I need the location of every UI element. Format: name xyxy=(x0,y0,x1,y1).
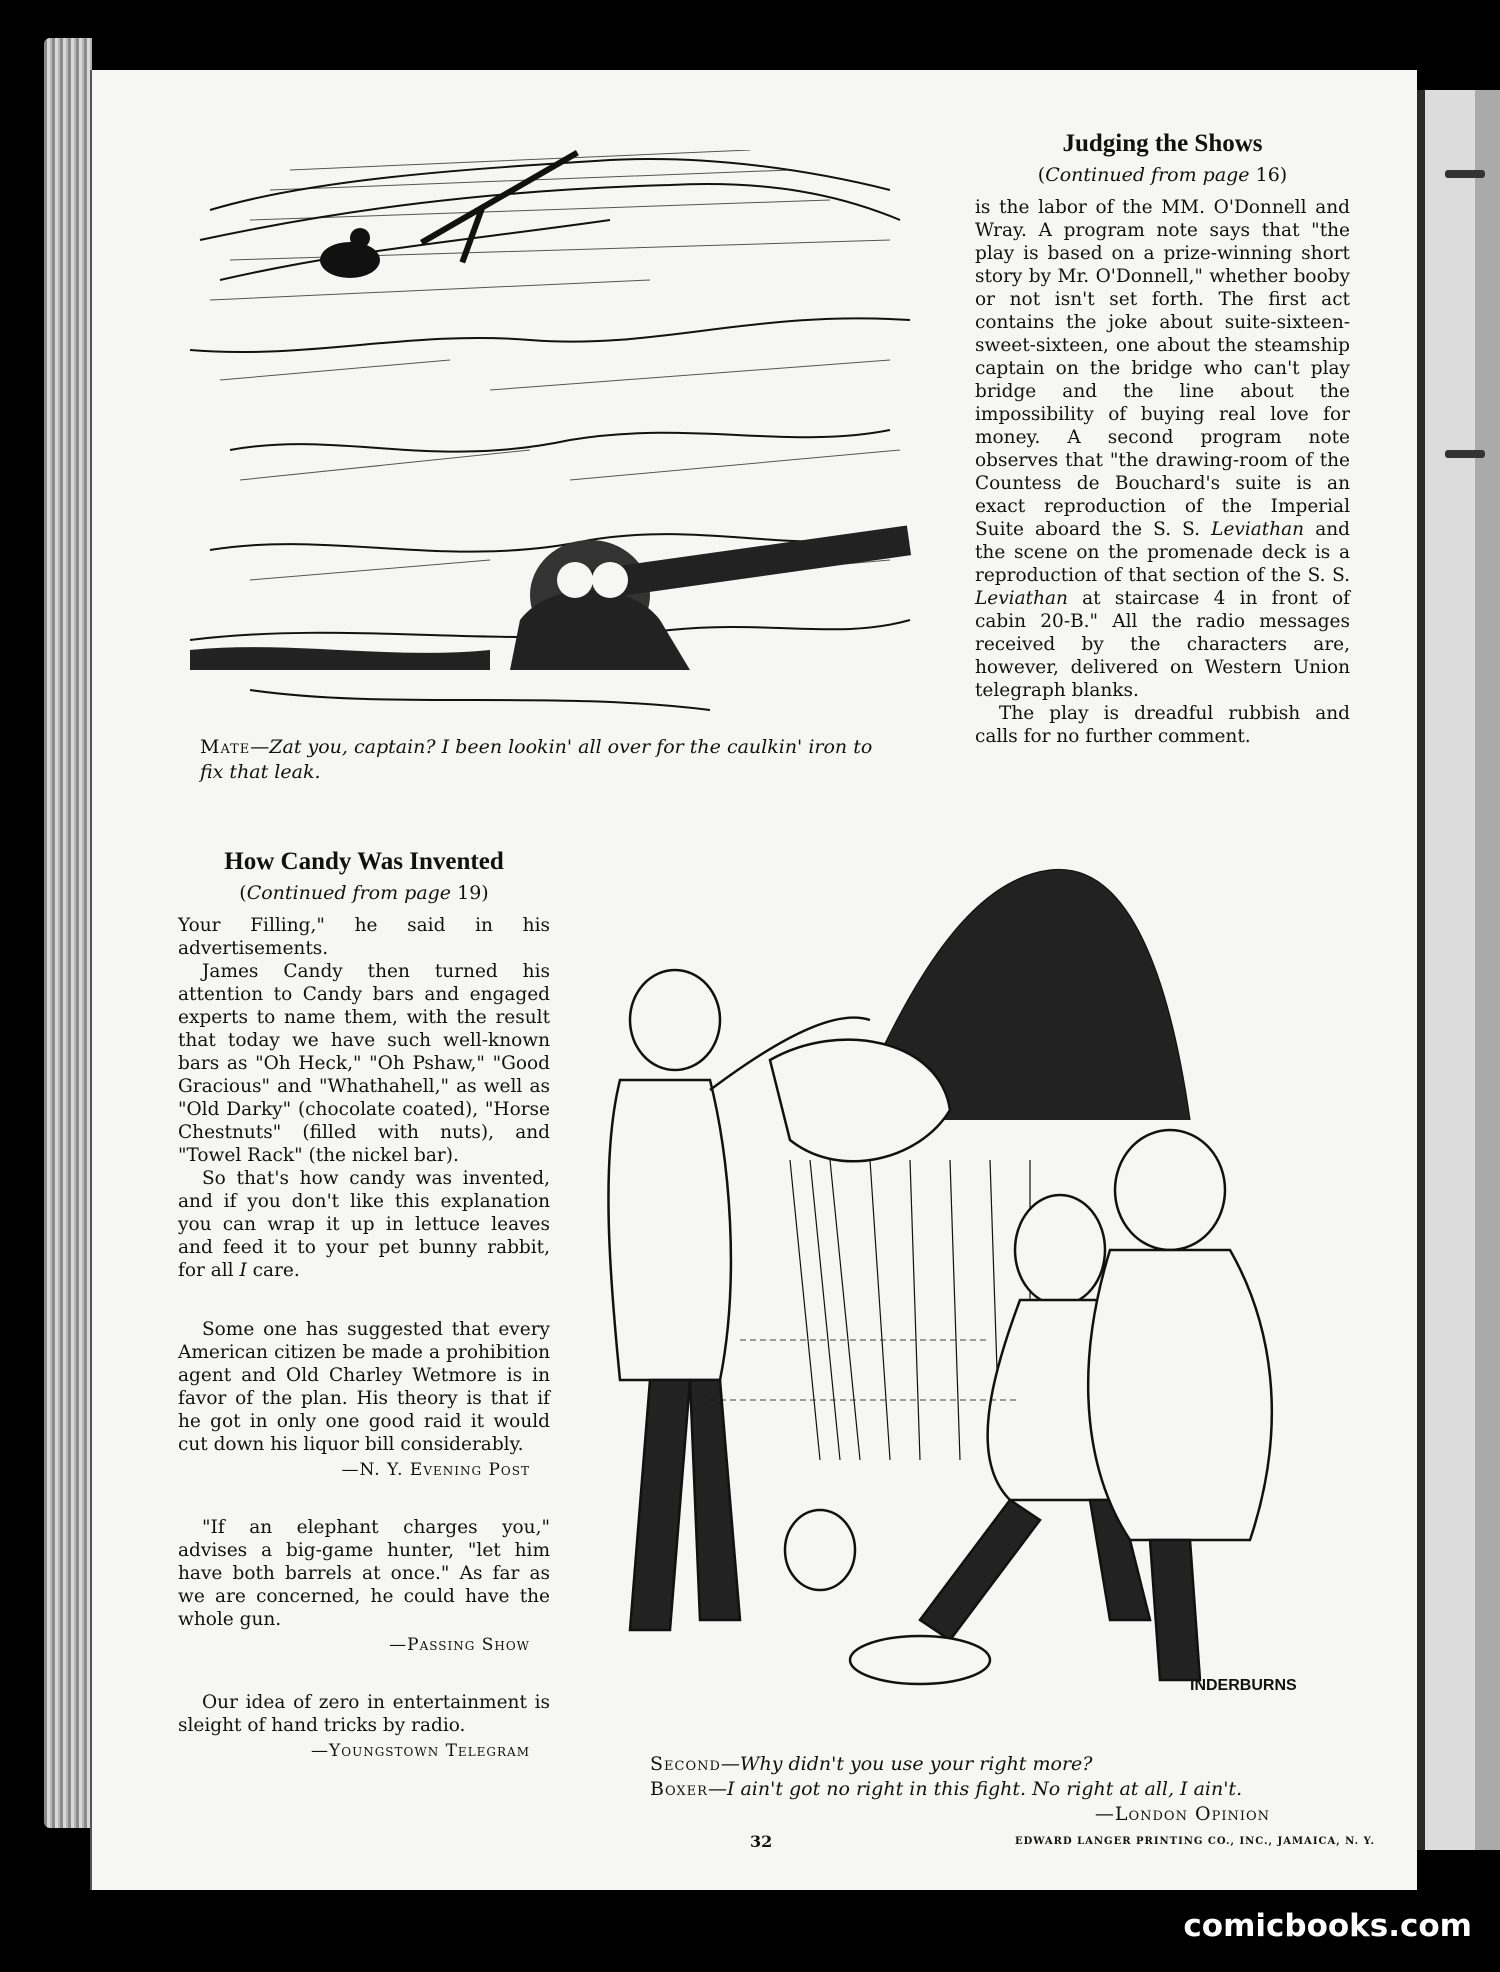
joke-evening-post xyxy=(178,1318,550,1456)
article-title: How Candy Was Invented xyxy=(224,848,504,875)
caption-text: —Zat you, captain? I been lookin' all over for the caulkin' iron to fix that leak. xyxy=(200,736,873,783)
book-binding xyxy=(44,38,92,1828)
caption-line: Second—Why didn't you use your right more? xyxy=(650,1753,1093,1775)
joke-passing-show xyxy=(178,1516,550,1631)
article-body xyxy=(178,914,550,1282)
paragraph: So that's how candy was invented, and if you don't like this explanation you can wrap it up in lettuce leaves and feed it to your pet bunny rabbit, for all I care. xyxy=(178,1168,550,1281)
boxing-cartoon xyxy=(590,860,1320,1720)
continued-note: (Continued from page 19) xyxy=(239,882,489,904)
page-number: 32 xyxy=(750,1832,773,1851)
joke-text: "If an elephant charges you," advises a big-game hunter, "let him have both barrels at once." As far as we are concerned, he could have the whole gun. xyxy=(178,1517,550,1630)
artist-signature: INDERBURNS xyxy=(1190,1677,1297,1694)
facing-page-edge xyxy=(1415,90,1500,1850)
joke-source: —Passing Show xyxy=(389,1635,530,1655)
joke-youngstown xyxy=(178,1691,550,1737)
judging-the-shows-article xyxy=(975,130,1350,748)
joke-source: —N. Y. Evening Post xyxy=(341,1460,530,1480)
caption-source: —London Opinion xyxy=(1094,1803,1270,1825)
binding-ring xyxy=(1445,170,1485,178)
binding-ring xyxy=(1445,450,1485,458)
printer-credit: EDWARD LANGER PRINTING CO., INC., JAMAICA, N. Y. xyxy=(1015,1836,1375,1847)
article-title: Judging the Shows xyxy=(1062,130,1263,157)
paragraph: is the labor of the MM. O'Donnell and Wray. A program note says that "the play is based on a prize-winning short story by Mr. O'Donnell," whether booby or not isn't set forth. The first act contains the joke about suite-sixteen-sweet-sixteen, one about the steamship captain on the bridge who can't play bridge and the line about the impossibility of buying real love for money. A second program note observes that "the drawing-room of the Countess de Bouchard's suite is an exact reproduction of the Imperial Suite aboard the S. S. Leviathan and the scene on the promenade deck is a reproduction of that section of the S. S. Leviathan at staircase 4 in front of cabin 20-B." All the radio messages received by the characters are, however, delivered on Western Union telegraph blanks. xyxy=(975,197,1350,701)
joke-text: Some one has suggested that every American citizen be made a prohibition agent and Old Charley Wetmore is in favor of the plan. His theory is that if he got in only one good raid it would cut down his liquor bill considerably. xyxy=(178,1319,550,1455)
continued-note: (Continued from page 16) xyxy=(1037,164,1288,186)
article-body xyxy=(975,196,1350,748)
paragraph: Your Filling," he said in his advertisements. xyxy=(178,915,550,959)
cartoon2-caption xyxy=(650,1752,1310,1827)
paragraph: James Candy then turned his attention to Candy bars and engaged experts to name them, with the result that today we have such well-known bars as "Oh Heck," "Oh Pshaw," "Good Gracious" and "Whathahell," as well as "Old Darky" (chocolate coated), "Horse Chestnuts" (filled with nuts), and "Towel Rack" (the nickel bar). xyxy=(178,961,550,1166)
caption-speaker: Mate xyxy=(200,736,251,758)
joke-text: Our idea of zero in entertainment is sleight of hand tricks by radio. xyxy=(178,1692,550,1736)
cartoon1-caption xyxy=(200,735,900,785)
paragraph: The play is dreadful rubbish and calls for no further comment. xyxy=(975,703,1350,747)
caption-line: Boxer—I ain't got no right in this fight. No right at all, I ain't. xyxy=(650,1778,1243,1800)
site-watermark: comicbooks.com xyxy=(1183,1908,1472,1944)
joke-source: —Youngstown Telegram xyxy=(311,1741,530,1761)
shipwreck-cartoon xyxy=(190,150,915,730)
how-candy-was-invented-article xyxy=(178,848,550,1761)
